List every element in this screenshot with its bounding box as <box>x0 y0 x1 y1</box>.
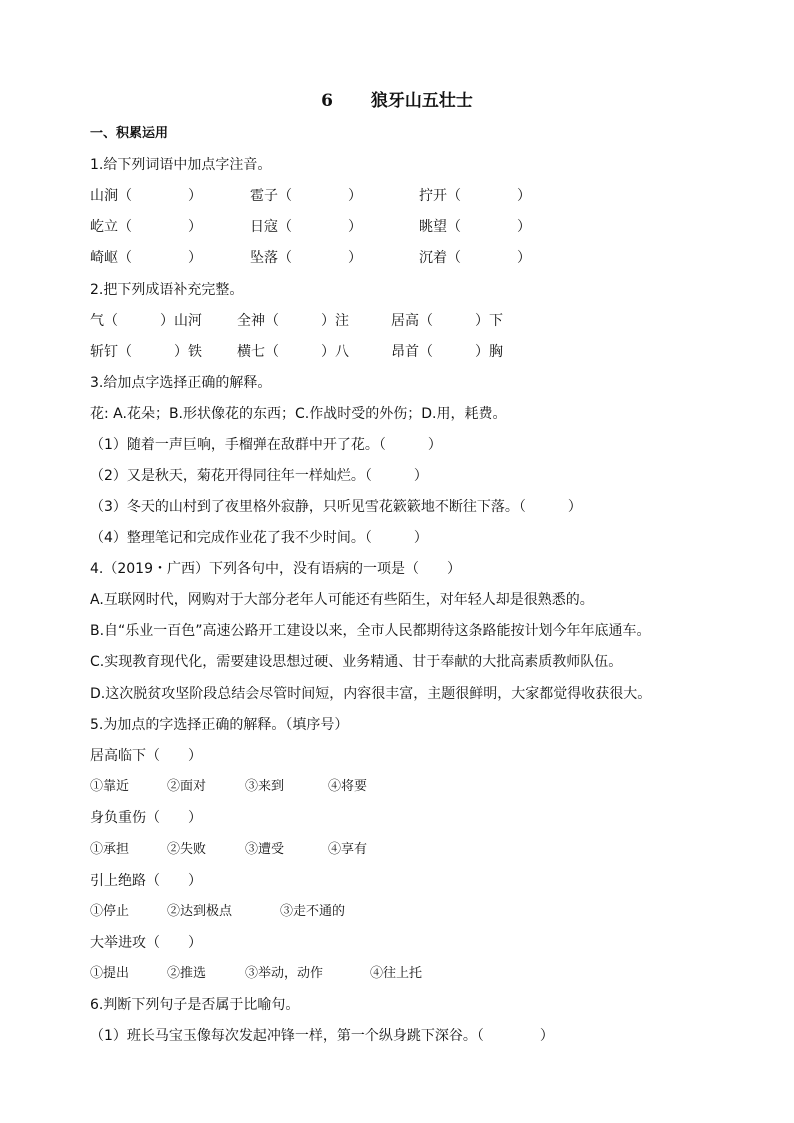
q5-choice: ②面对 <box>167 779 207 794</box>
q5-word: 身负重伤（ ） <box>90 810 202 826</box>
lesson-name: 狼牙山五壮士 <box>370 91 473 111</box>
q1-cell: 日寇（ ） <box>250 219 362 235</box>
q1-cell: 雹子（ ） <box>250 188 362 204</box>
q6-item: （1）班长马宝玉像每次发起冲锋一样，第一个纵身跳下深谷。（ ） <box>90 1028 554 1044</box>
q4-option: B.自“乐业一百色”高速公路开工建设以来，全市人民都期待这条路能按计划今年年底通车。 <box>90 623 651 639</box>
q5-choice: ②达到极点 <box>167 904 233 919</box>
q5-word: 引上绝路（ ） <box>90 873 202 889</box>
q4-option: D.这次脱贫攻坚阶段总结会尽管时间短，内容很丰富，主题很鲜明，大家都觉得收获很大。 <box>90 686 652 702</box>
q5-choice: ②推选 <box>167 966 207 981</box>
q2-cell: 居高（ ）下 <box>391 313 503 329</box>
q5-choice: ①靠近 <box>90 779 130 794</box>
q5-choice: ③来到 <box>245 779 285 794</box>
q3-item: （2）又是秋天，菊花开得同往年一样灿烂。（ ） <box>90 468 428 484</box>
lesson-number: 6 <box>321 91 333 111</box>
q5-choice: ①停止 <box>90 904 130 919</box>
lesson-title <box>0 86 794 111</box>
q3-item: （4）整理笔记和完成作业花了我不少时间。（ ） <box>90 530 428 546</box>
q3-prompt: 3.给加点字选择正确的解释。 <box>90 375 272 391</box>
q3-item: （3）冬天的山村到了夜里格外寂静，只听见雪花簌簌地不断往下落。（ ） <box>90 499 582 515</box>
q1-cell: 沉着（ ） <box>419 250 531 266</box>
q1-cell: 崎岖（ ） <box>90 250 202 266</box>
q5-choice: ④往上托 <box>370 966 423 981</box>
q5-choice: ③走不通的 <box>280 904 346 919</box>
q2-cell: 气（ ）山河 <box>90 313 202 329</box>
q1-cell: 拧开（ ） <box>419 188 531 204</box>
q5-choice: ③遭受 <box>245 842 285 857</box>
q1-cell: 山涧（ ） <box>90 188 202 204</box>
q5-word: 大举进攻（ ） <box>90 935 202 951</box>
q4-option: C.实现教育现代化，需要建设思想过硬、业务精通、甘于奉献的大批高素质教师队伍。 <box>90 654 623 670</box>
q1-prompt: 1.给下列词语中加点字注音。 <box>90 157 272 173</box>
q1-cell: 眺望（ ） <box>419 219 531 235</box>
q2-cell: 横七（ ）八 <box>237 344 349 360</box>
q3-options: 花: A.花朵；B.形状像花的东西；C.作战时受的外伤；D.用，耗费。 <box>90 406 507 422</box>
section-heading: 一、积累运用 <box>90 126 169 141</box>
q4-option: A.互联网时代，网购对于大部分老年人可能还有些陌生，对年轻人却是很熟悉的。 <box>90 592 594 608</box>
q5-choice: ①承担 <box>90 842 130 857</box>
q2-prompt: 2.把下列成语补充完整。 <box>90 282 244 298</box>
q2-cell: 全神（ ）注 <box>237 313 349 329</box>
q5-choice: ①提出 <box>90 966 130 981</box>
q2-cell: 斩钉（ ）铁 <box>90 344 202 360</box>
q5-choice: ④享有 <box>328 842 368 857</box>
q5-word: 居高临下（ ） <box>90 748 202 764</box>
q2-cell: 昂首（ ）胸 <box>391 344 503 360</box>
q5-choice: ③举动，动作 <box>245 966 324 981</box>
q3-item: （1）随着一声巨响，手榴弹在敌群中开了花。（ ） <box>90 437 442 453</box>
q1-cell: 屹立（ ） <box>90 219 202 235</box>
q5-prompt: 5.为加点的字选择正确的解释。（填序号） <box>90 717 349 733</box>
q5-choice: ②失败 <box>167 842 207 857</box>
q4-prompt: 4.（2019・广西）下列各句中，没有语病的一项是（ ） <box>90 561 461 577</box>
q5-choice: ④将要 <box>328 779 368 794</box>
q6-prompt: 6.判断下列句子是否属于比喻句。 <box>90 997 300 1013</box>
q1-cell: 坠落（ ） <box>250 250 362 266</box>
